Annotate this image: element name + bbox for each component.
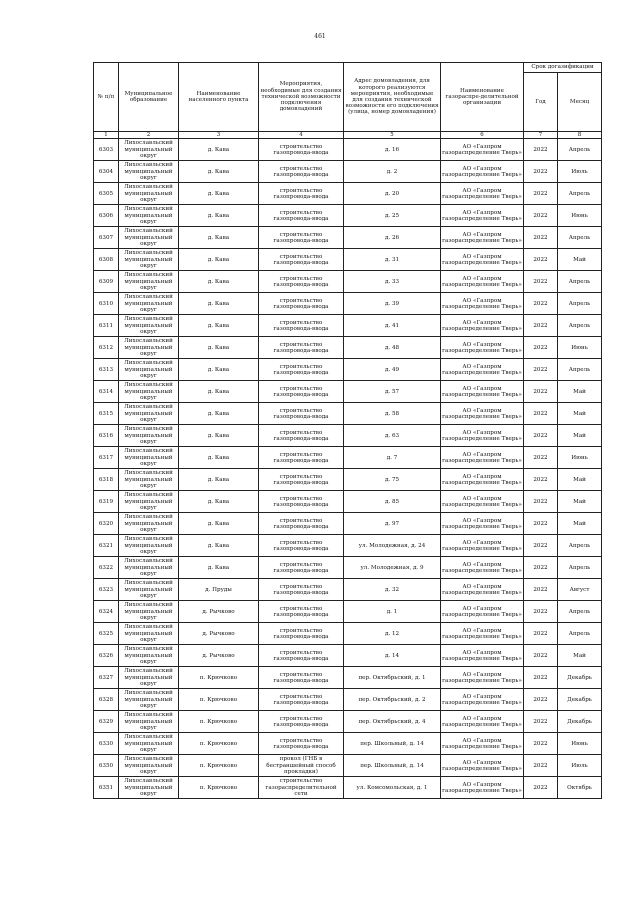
year-cell: 2022	[524, 535, 558, 557]
locality-cell: п. Крючково	[179, 755, 259, 777]
municipality-cell: Лихославльский муниципальный округ	[119, 667, 179, 689]
municipality-cell: Лихославльский муниципальный округ	[119, 623, 179, 645]
locality-cell: д. Кава	[179, 557, 259, 579]
address-cell: д. 48	[344, 337, 441, 359]
locality-cell: д. Кава	[179, 469, 259, 491]
activity-cell: строительство газопровода-ввода	[259, 227, 344, 249]
gas-org-cell: АО «Газпром газораспределение Тверь»	[441, 755, 524, 777]
year-cell: 2022	[524, 161, 558, 183]
address-cell: д. 26	[344, 227, 441, 249]
gas-org-cell: АО «Газпром газораспределение Тверь»	[441, 227, 524, 249]
municipality-cell: Лихославльский муниципальный округ	[119, 139, 179, 161]
gas-org-cell: АО «Газпром газораспределение Тверь»	[441, 447, 524, 469]
activity-cell: строительство газопровода-ввода	[259, 381, 344, 403]
address-cell: д. 31	[344, 249, 441, 271]
gas-org-cell: АО «Газпром газораспределение Тверь»	[441, 601, 524, 623]
address-cell: д. 1	[344, 601, 441, 623]
table-row	[94, 777, 602, 799]
header-municipality: Муниципальное образование	[119, 63, 179, 132]
locality-cell: д. Кава	[179, 227, 259, 249]
year-cell: 2022	[524, 513, 558, 535]
gas-org-cell: АО «Газпром газораспределение Тверь»	[441, 667, 524, 689]
gas-org-cell: АО «Газпром газораспределение Тверь»	[441, 623, 524, 645]
year-cell: 2022	[524, 733, 558, 755]
header-month: Месяц	[558, 73, 602, 132]
municipality-cell: Лихославльский муниципальный округ	[119, 601, 179, 623]
address-cell: д. 85	[344, 491, 441, 513]
table-row	[94, 601, 602, 623]
activity-cell: строительство газопровода-ввода	[259, 513, 344, 535]
row-number: 6308	[94, 249, 119, 271]
year-cell: 2022	[524, 227, 558, 249]
gas-org-cell: АО «Газпром газораспределение Тверь»	[441, 645, 524, 667]
row-number: 6321	[94, 535, 119, 557]
locality-cell: д. Кава	[179, 205, 259, 227]
gas-org-cell: АО «Газпром газораспределение Тверь»	[441, 205, 524, 227]
row-number: 6306	[94, 205, 119, 227]
month-cell: Апрель	[558, 535, 602, 557]
year-cell: 2022	[524, 139, 558, 161]
year-cell: 2022	[524, 689, 558, 711]
month-cell: Июнь	[558, 733, 602, 755]
row-number: 6318	[94, 469, 119, 491]
year-cell: 2022	[524, 337, 558, 359]
month-cell: Апрель	[558, 139, 602, 161]
row-number: 6320	[94, 513, 119, 535]
address-cell: д. 25	[344, 205, 441, 227]
address-cell: д. 32	[344, 579, 441, 601]
year-cell: 2022	[524, 315, 558, 337]
address-cell: д. 7	[344, 447, 441, 469]
year-cell: 2022	[524, 623, 558, 645]
row-number: 6319	[94, 491, 119, 513]
column-number: 5	[344, 132, 441, 139]
year-cell: 2022	[524, 205, 558, 227]
table-row	[94, 579, 602, 601]
municipality-cell: Лихославльский муниципальный округ	[119, 777, 179, 799]
row-number: 6311	[94, 315, 119, 337]
row-number: 6314	[94, 381, 119, 403]
locality-cell: д. Кава	[179, 337, 259, 359]
month-cell: Июнь	[558, 337, 602, 359]
locality-cell: д. Кава	[179, 359, 259, 381]
activity-cell: строительство газопровода-ввода	[259, 535, 344, 557]
locality-cell: д. Кава	[179, 403, 259, 425]
year-cell: 2022	[524, 711, 558, 733]
municipality-cell: Лихославльский муниципальный округ	[119, 447, 179, 469]
year-cell: 2022	[524, 755, 558, 777]
gas-org-cell: АО «Газпром газораспределение Тверь»	[441, 359, 524, 381]
month-cell: Апрель	[558, 601, 602, 623]
locality-cell: д. Кава	[179, 491, 259, 513]
column-number: 8	[558, 132, 602, 139]
gas-org-cell: АО «Газпром газораспределение Тверь»	[441, 271, 524, 293]
activity-cell: строительство газопровода-ввода	[259, 337, 344, 359]
municipality-cell: Лихославльский муниципальный округ	[119, 535, 179, 557]
table-row	[94, 271, 602, 293]
table-row	[94, 403, 602, 425]
year-cell: 2022	[524, 293, 558, 315]
table-row	[94, 469, 602, 491]
municipality-cell: Лихославльский муниципальный округ	[119, 271, 179, 293]
locality-cell: д. Рычково	[179, 623, 259, 645]
table-row	[94, 623, 602, 645]
header-num: № п/п	[94, 63, 119, 132]
month-cell: Апрель	[558, 557, 602, 579]
column-number: 3	[179, 132, 259, 139]
table-row	[94, 227, 602, 249]
year-cell: 2022	[524, 381, 558, 403]
address-cell: д. 12	[344, 623, 441, 645]
header-deadline: Срок догазификации	[524, 63, 602, 73]
locality-cell: д. Кава	[179, 315, 259, 337]
activity-cell: строительство газопровода-ввода	[259, 315, 344, 337]
year-cell: 2022	[524, 249, 558, 271]
locality-cell: д. Кава	[179, 513, 259, 535]
municipality-cell: Лихославльский муниципальный округ	[119, 161, 179, 183]
year-cell: 2022	[524, 183, 558, 205]
row-number: 6325	[94, 623, 119, 645]
activity-cell: строительство газораспределительной сети	[259, 777, 344, 799]
municipality-cell: Лихославльский муниципальный округ	[119, 205, 179, 227]
month-cell: Май	[558, 513, 602, 535]
table-row	[94, 425, 602, 447]
address-cell: ул. Молодежная, д. 9	[344, 557, 441, 579]
month-cell: Август	[558, 579, 602, 601]
municipality-cell: Лихославльский муниципальный округ	[119, 711, 179, 733]
table-row	[94, 667, 602, 689]
municipality-cell: Лихославльский муниципальный округ	[119, 755, 179, 777]
municipality-cell: Лихославльский муниципальный округ	[119, 359, 179, 381]
row-number: 6303	[94, 139, 119, 161]
row-number: 6304	[94, 161, 119, 183]
address-cell: д. 41	[344, 315, 441, 337]
year-cell: 2022	[524, 469, 558, 491]
locality-cell: д. Кава	[179, 535, 259, 557]
locality-cell: д. Рычково	[179, 645, 259, 667]
month-cell: Апрель	[558, 623, 602, 645]
address-cell: д. 63	[344, 425, 441, 447]
year-cell: 2022	[524, 271, 558, 293]
activity-cell: прокол (ГНБ в бестраншейный способ прокладки)	[259, 755, 344, 777]
address-cell: д. 75	[344, 469, 441, 491]
row-number: 6328	[94, 689, 119, 711]
address-cell: пер. Октябрьский, д. 2	[344, 689, 441, 711]
month-cell: Апрель	[558, 271, 602, 293]
row-number: 6323	[94, 579, 119, 601]
gas-org-cell: АО «Газпром газораспределение Тверь»	[441, 535, 524, 557]
address-cell: д. 33	[344, 271, 441, 293]
table-row	[94, 183, 602, 205]
address-cell: д. 39	[344, 293, 441, 315]
month-cell: Июль	[558, 161, 602, 183]
year-cell: 2022	[524, 579, 558, 601]
row-number: 6322	[94, 557, 119, 579]
header-year: Год	[524, 73, 558, 132]
table-row	[94, 755, 602, 777]
row-number: 6309	[94, 271, 119, 293]
year-cell: 2022	[524, 425, 558, 447]
month-cell: Апрель	[558, 315, 602, 337]
activity-cell: строительство газопровода-ввода	[259, 623, 344, 645]
year-cell: 2022	[524, 667, 558, 689]
gas-org-cell: АО «Газпром газораспределение Тверь»	[441, 469, 524, 491]
month-cell: Апрель	[558, 183, 602, 205]
activity-cell: строительство газопровода-ввода	[259, 293, 344, 315]
activity-cell: строительство газопровода-ввода	[259, 249, 344, 271]
table-row	[94, 491, 602, 513]
gas-org-cell: АО «Газпром газораспределение Тверь»	[441, 381, 524, 403]
month-cell: Май	[558, 381, 602, 403]
activity-cell: строительство газопровода-ввода	[259, 139, 344, 161]
activity-cell: строительство газопровода-ввода	[259, 557, 344, 579]
gas-org-cell: АО «Газпром газораспределение Тверь»	[441, 403, 524, 425]
year-cell: 2022	[524, 777, 558, 799]
gas-org-cell: АО «Газпром газораспределение Тверь»	[441, 711, 524, 733]
column-numbers-row	[94, 132, 602, 139]
month-cell: Май	[558, 249, 602, 271]
month-cell: Апрель	[558, 293, 602, 315]
municipality-cell: Лихославльский муниципальный округ	[119, 403, 179, 425]
gas-org-cell: АО «Газпром газораспределение Тверь»	[441, 777, 524, 799]
table-row	[94, 337, 602, 359]
address-cell: д. 58	[344, 403, 441, 425]
gas-org-cell: АО «Газпром газораспределение Тверь»	[441, 425, 524, 447]
activity-cell: строительство газопровода-ввода	[259, 183, 344, 205]
locality-cell: д. Кава	[179, 271, 259, 293]
table-row	[94, 249, 602, 271]
municipality-cell: Лихославльский муниципальный округ	[119, 689, 179, 711]
gas-org-cell: АО «Газпром газораспределение Тверь»	[441, 337, 524, 359]
header-address: Адрес домовладения, для которого реализуются мероприятия, необходимые для создания технической возможности его подключения (улица, номер домовладения)	[344, 63, 441, 132]
column-number: 4	[259, 132, 344, 139]
address-cell: д. 16	[344, 139, 441, 161]
row-number: 6317	[94, 447, 119, 469]
locality-cell: д. Кава	[179, 183, 259, 205]
month-cell: Декабрь	[558, 711, 602, 733]
activity-cell: строительство газопровода-ввода	[259, 601, 344, 623]
table-row	[94, 535, 602, 557]
municipality-cell: Лихославльский муниципальный округ	[119, 227, 179, 249]
row-number: 6313	[94, 359, 119, 381]
locality-cell: д. Кава	[179, 249, 259, 271]
address-cell: д. 2	[344, 161, 441, 183]
row-number: 6327	[94, 667, 119, 689]
table-row	[94, 733, 602, 755]
municipality-cell: Лихославльский муниципальный округ	[119, 381, 179, 403]
table-row	[94, 359, 602, 381]
year-cell: 2022	[524, 359, 558, 381]
address-cell: ул. Комсомольская, д. 1	[344, 777, 441, 799]
locality-cell: д. Кава	[179, 161, 259, 183]
address-cell: д. 20	[344, 183, 441, 205]
municipality-cell: Лихославльский муниципальный округ	[119, 315, 179, 337]
year-cell: 2022	[524, 601, 558, 623]
address-cell: пер. Школьный, д. 14	[344, 755, 441, 777]
table-row	[94, 711, 602, 733]
gas-org-cell: АО «Газпром газораспределение Тверь»	[441, 491, 524, 513]
table-row	[94, 513, 602, 535]
month-cell: Апрель	[558, 359, 602, 381]
table-row	[94, 447, 602, 469]
locality-cell: п. Крючково	[179, 711, 259, 733]
activity-cell: строительство газопровода-ввода	[259, 359, 344, 381]
month-cell: Июнь	[558, 447, 602, 469]
row-number: 6312	[94, 337, 119, 359]
month-cell: Май	[558, 403, 602, 425]
activity-cell: строительство газопровода-ввода	[259, 271, 344, 293]
row-number: 6307	[94, 227, 119, 249]
activity-cell: строительство газопровода-ввода	[259, 161, 344, 183]
column-number: 7	[524, 132, 558, 139]
address-cell: д. 97	[344, 513, 441, 535]
header-locality: Наименование населенного пункта	[179, 63, 259, 132]
header-activities: Мероприятия, необходимые для создания технической возможности подключения домовладений	[259, 63, 344, 132]
gas-org-cell: АО «Газпром газораспределение Тверь»	[441, 579, 524, 601]
gas-org-cell: АО «Газпром газораспределение Тверь»	[441, 139, 524, 161]
column-number: 2	[119, 132, 179, 139]
activity-cell: строительство газопровода-ввода	[259, 689, 344, 711]
municipality-cell: Лихославльский муниципальный округ	[119, 249, 179, 271]
row-number: 6316	[94, 425, 119, 447]
address-cell: д. 14	[344, 645, 441, 667]
table-row	[94, 293, 602, 315]
activity-cell: строительство газопровода-ввода	[259, 579, 344, 601]
activity-cell: строительство газопровода-ввода	[259, 425, 344, 447]
locality-cell: д. Кава	[179, 139, 259, 161]
table-row	[94, 689, 602, 711]
year-cell: 2022	[524, 557, 558, 579]
month-cell: Июнь	[558, 205, 602, 227]
activity-cell: строительство газопровода-ввода	[259, 205, 344, 227]
year-cell: 2022	[524, 491, 558, 513]
row-number: 6350	[94, 755, 119, 777]
address-cell: пер. Школьный, д. 14	[344, 733, 441, 755]
gas-org-cell: АО «Газпром газораспределение Тверь»	[441, 161, 524, 183]
month-cell: Июль	[558, 755, 602, 777]
column-number: 1	[94, 132, 119, 139]
gas-org-cell: АО «Газпром газораспределение Тверь»	[441, 315, 524, 337]
address-cell: ул. Молодежная, д. 24	[344, 535, 441, 557]
locality-cell: д. Пруды	[179, 579, 259, 601]
register-table	[93, 62, 602, 799]
table-row	[94, 381, 602, 403]
address-cell: д. 49	[344, 359, 441, 381]
row-number: 6351	[94, 777, 119, 799]
row-number: 6315	[94, 403, 119, 425]
municipality-cell: Лихославльский муниципальный округ	[119, 469, 179, 491]
activity-cell: строительство газопровода-ввода	[259, 469, 344, 491]
gas-org-cell: АО «Газпром газораспределение Тверь»	[441, 183, 524, 205]
municipality-cell: Лихославльский муниципальный округ	[119, 293, 179, 315]
locality-cell: п. Крючково	[179, 667, 259, 689]
locality-cell: п. Крючково	[179, 777, 259, 799]
gas-org-cell: АО «Газпром газораспределение Тверь»	[441, 293, 524, 315]
table-row	[94, 205, 602, 227]
column-number: 6	[441, 132, 524, 139]
locality-cell: д. Кава	[179, 425, 259, 447]
locality-cell: п. Крючково	[179, 689, 259, 711]
month-cell: Май	[558, 469, 602, 491]
table-row	[94, 161, 602, 183]
activity-cell: строительство газопровода-ввода	[259, 711, 344, 733]
month-cell: Май	[558, 645, 602, 667]
row-number: 6329	[94, 711, 119, 733]
month-cell: Апрель	[558, 227, 602, 249]
municipality-cell: Лихославльский муниципальный округ	[119, 733, 179, 755]
page-number: 461	[314, 33, 326, 40]
gas-org-cell: АО «Газпром газораспределение Тверь»	[441, 733, 524, 755]
year-cell: 2022	[524, 403, 558, 425]
table-row	[94, 315, 602, 337]
municipality-cell: Лихославльский муниципальный округ	[119, 557, 179, 579]
locality-cell: д. Рычково	[179, 601, 259, 623]
municipality-cell: Лихославльский муниципальный округ	[119, 579, 179, 601]
locality-cell: д. Кава	[179, 293, 259, 315]
row-number: 6305	[94, 183, 119, 205]
activity-cell: строительство газопровода-ввода	[259, 447, 344, 469]
activity-cell: строительство газопровода-ввода	[259, 645, 344, 667]
month-cell: Декабрь	[558, 667, 602, 689]
municipality-cell: Лихославльский муниципальный округ	[119, 513, 179, 535]
row-number: 6326	[94, 645, 119, 667]
address-cell: д. 57	[344, 381, 441, 403]
gas-org-cell: АО «Газпром газораспределение Тверь»	[441, 513, 524, 535]
activity-cell: строительство газопровода-ввода	[259, 667, 344, 689]
municipality-cell: Лихославльский муниципальный округ	[119, 491, 179, 513]
locality-cell: п. Крючково	[179, 733, 259, 755]
locality-cell: д. Кава	[179, 381, 259, 403]
activity-cell: строительство газопровода-ввода	[259, 491, 344, 513]
month-cell: Май	[558, 491, 602, 513]
gas-org-cell: АО «Газпром газораспределение Тверь»	[441, 557, 524, 579]
month-cell: Декабрь	[558, 689, 602, 711]
address-cell: пер. Октябрьский, д. 1	[344, 667, 441, 689]
municipality-cell: Лихославльский муниципальный округ	[119, 645, 179, 667]
row-number: 6310	[94, 293, 119, 315]
gas-org-cell: АО «Газпром газораспределение Тверь»	[441, 689, 524, 711]
table-row	[94, 139, 602, 161]
activity-cell: строительство газопровода-ввода	[259, 733, 344, 755]
activity-cell: строительство газопровода-ввода	[259, 403, 344, 425]
municipality-cell: Лихославльский муниципальный округ	[119, 337, 179, 359]
year-cell: 2022	[524, 645, 558, 667]
municipality-cell: Лихославльский муниципальный округ	[119, 183, 179, 205]
month-cell: Октябрь	[558, 777, 602, 799]
table-row	[94, 645, 602, 667]
row-number: 6330	[94, 733, 119, 755]
municipality-cell: Лихославльский муниципальный округ	[119, 425, 179, 447]
month-cell: Май	[558, 425, 602, 447]
gas-org-cell: АО «Газпром газораспределение Тверь»	[441, 249, 524, 271]
locality-cell: д. Кава	[179, 447, 259, 469]
table-body	[94, 139, 602, 799]
table-row	[94, 557, 602, 579]
address-cell: пер. Октябрьский, д. 4	[344, 711, 441, 733]
header-gas-org: Наименование газораспре-делительной организации	[441, 63, 524, 132]
year-cell: 2022	[524, 447, 558, 469]
row-number: 6324	[94, 601, 119, 623]
